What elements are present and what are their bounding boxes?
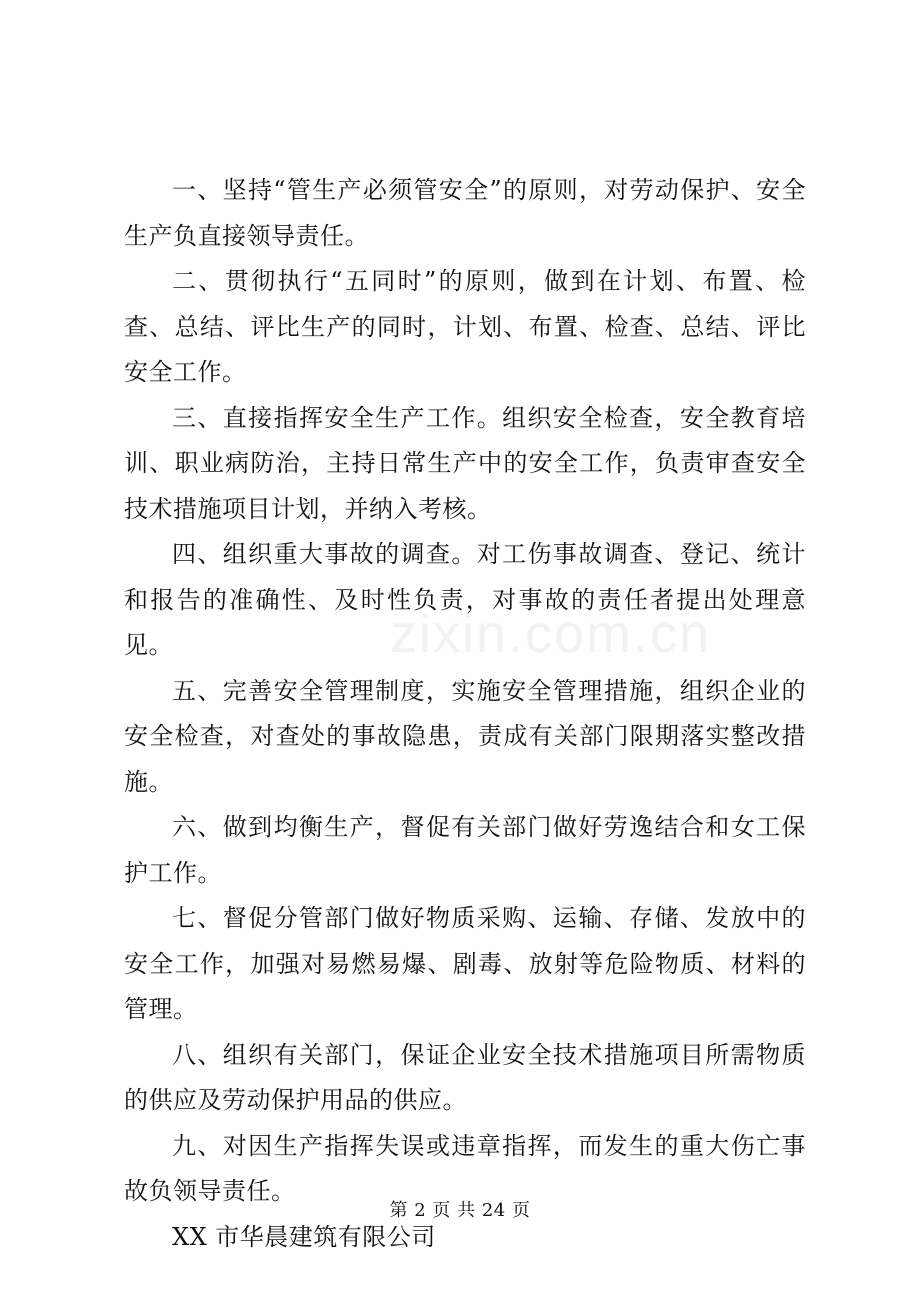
paragraph-5: 五、完善安全管理制度，实施安全管理措施，组织企业的安全检查，对查处的事故隐患，责成有关部门限期落实整改措施。: [124, 676, 806, 796]
watermark-text: zixin.com.cn: [390, 604, 712, 664]
paragraph-1: 一、坚持“管生产必须管安全”的原则，对劳动保护、安全生产负直接领导责任。: [124, 176, 806, 250]
document-body: [124, 168, 806, 1260]
paragraph-3: 三、直接指挥安全生产工作。组织安全检查，安全教育培训、职业病防治，主持日常生产中的安全工作，负责审查安全技术措施项目计划，并纳入考核。: [124, 403, 806, 523]
company-name: XX 市华晨建筑有限公司: [172, 1222, 436, 1251]
paragraph-7: 七、督促分管部门做好物质采购、运输、存储、发放中的安全工作，加强对易燃易爆、剧毒、放射等危险物质、材料的管理。: [124, 904, 806, 1023]
paragraph-9: 九、对因生产指挥失误或违章指挥，而发生的重大伤亡事故负领导责任。: [124, 1131, 806, 1205]
page-footer: 第 2 页 共 24 页: [389, 1200, 531, 1221]
paragraph-4: 四、组织重大事故的调查。对工伤事故调查、登记、统计和报告的准确性、及时性负责，对事故的责任者提出处理意见。: [124, 540, 806, 659]
paragraph-8: 八、组织有关部门，保证企业安全技术措施项目所需物质的供应及劳动保护用品的供应。: [124, 1040, 806, 1114]
paragraph-6: 六、做到均衡生产，督促有关部门做好劳逸结合和女工保护工作。: [124, 813, 806, 887]
paragraph-2: 二、贯彻执行“五同时”的原则，做到在计划、布置、检查、总结、评比生产的同时，计划、布置、检查、总结、评比安全工作。: [124, 267, 806, 386]
